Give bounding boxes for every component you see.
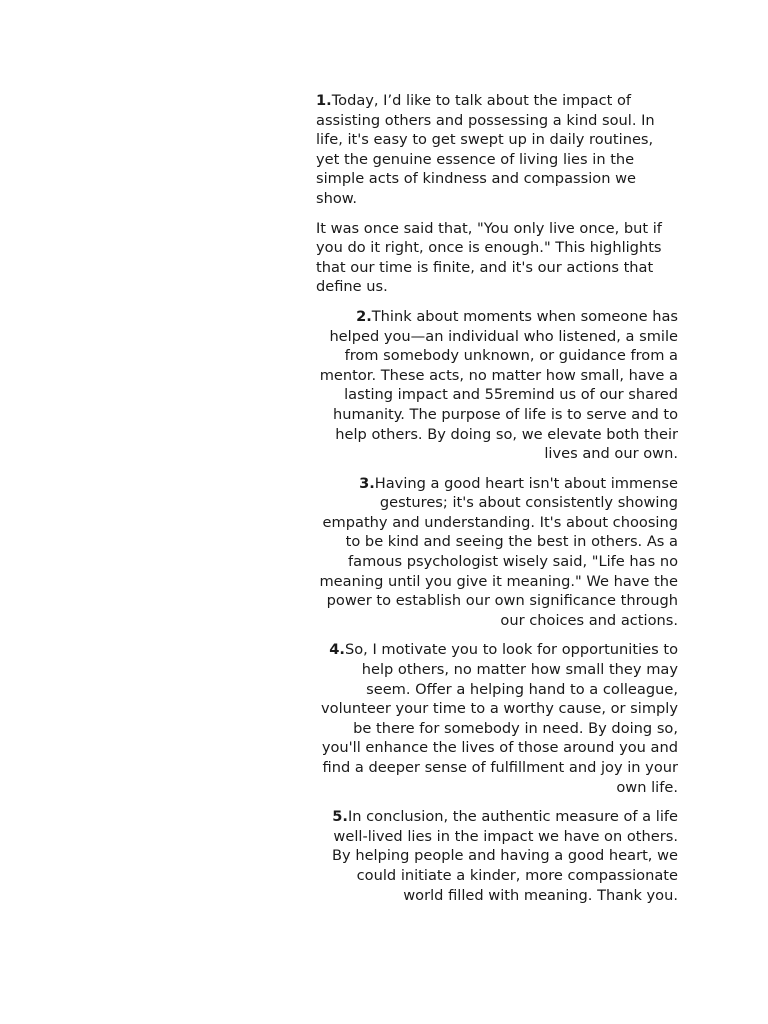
paragraph-4 [316,640,678,797]
paragraph-text: Today, I’d like to talk about the impact of assisting others and possessing a kind soul. In life, it's easy to get swept up in daily routines, yet the genuine essence of living lies in the simple acts of kindness and compassion we show. [316,92,655,207]
paragraph-number: 5. [332,808,348,826]
paragraph-text: So, I motivate you to look for opportunities to help others, no matter how small they may seem. Offer a helping hand to a colleague, volunteer your time to a worthy cause, or simply be there for somebody in need. By doing so, you'll enhance the lives of those around you and find a deeper sense of fulfillment and joy in your own life. [321,641,678,796]
paragraph-3 [316,474,678,631]
document-body [316,91,678,915]
paragraph-text: Think about moments when someone has helped you—an individual who listened, a smile from somebody unknown, or guidance from a mentor. These acts, no matter how small, have a lasting impact and 55remind us of our shared humanity. The purpose of life is to serve and to help others. By doing so, we elevate both their lives and our own. [319,307,678,463]
paragraph-number: 2. [356,307,372,325]
paragraph-number: 4. [329,641,345,659]
paragraph-5 [316,807,678,905]
paragraph-text: It was once said that, "You only live once, but if you do it right, once is enough." This highlights that our time is finite, and it's our actions that define us. [316,219,662,296]
paragraph-text: Having a good heart isn't about immense gestures; it's about consistently showing empathy and understanding. It's about choosing to be kind and seeing the best in others. As a famous psychologist wisely said, "Life has no meaning until you give it meaning." We have the power to establish our own significance through our choices and actions. [319,474,678,629]
paragraph-text: In conclusion, the authentic measure of a life well-lived lies in the impact we have on others. By helping people and having a good heart, we could initiate a kinder, more compassionate world filled with meaning. Thank you. [332,808,678,904]
paragraph-number: 3. [359,474,375,492]
paragraph-quote [316,219,678,297]
paragraph-2 [316,307,678,464]
paragraph-number: 1. [316,92,332,109]
paragraph-1 [316,91,678,209]
